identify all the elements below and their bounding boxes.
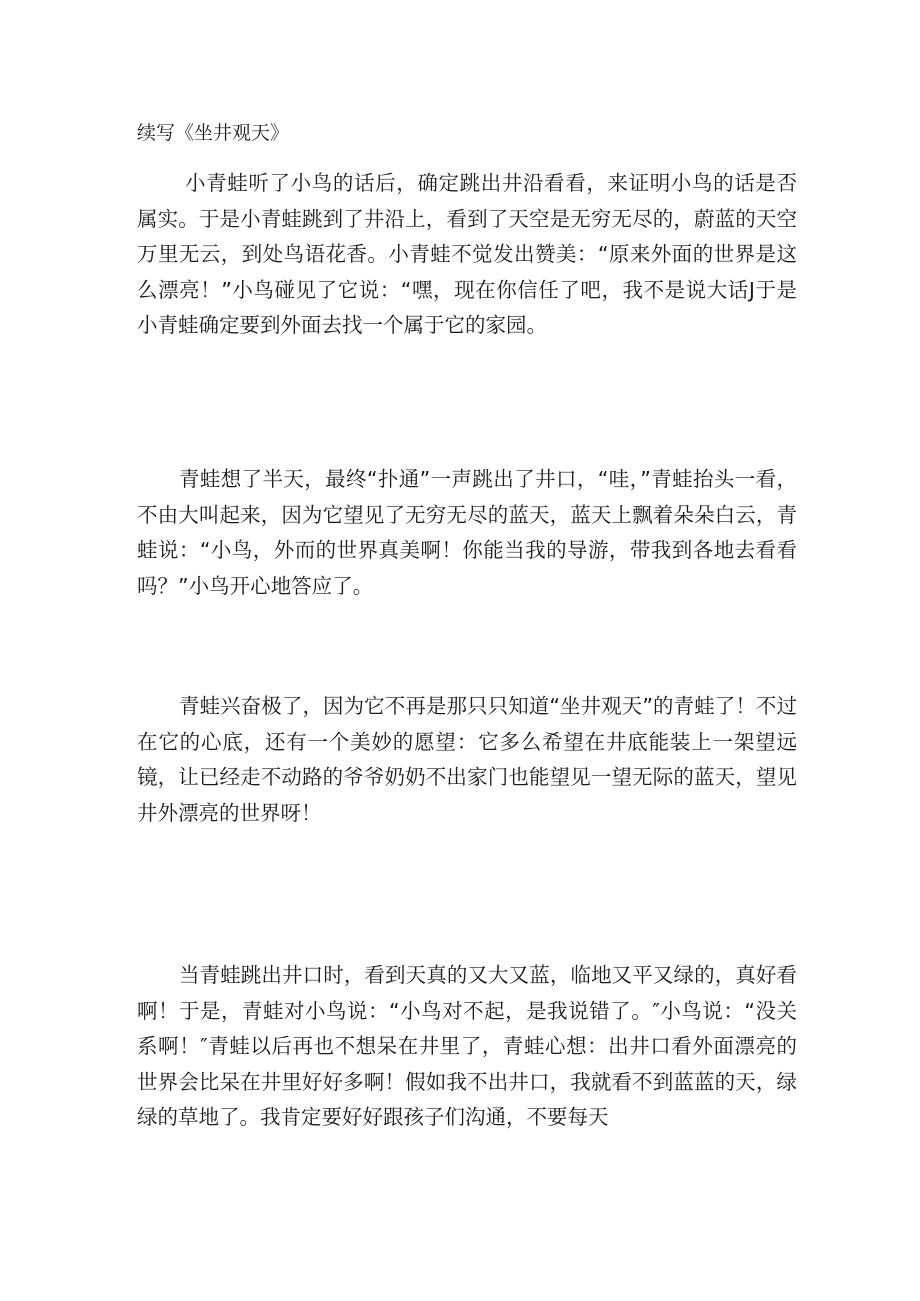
paragraph-4: 当青蛙跳出井口时，看到天真的又大又蓝，临地又平又绿的，真好看啊！于是，青蛙对小鸟说：“小鸟对不起，是我说错了。″小鸟说：“没关系啊！″青蛙以后再也不想呆在井里了，青蛙心想：出井口看外面漂亮的世界会比呆在井里好好多啊！假如我不出井口，我就看不到蓝蓝的天，绿绿的草地了。我肯定要好好跟孩子们沟通，不要每天 [137, 963, 797, 1129]
paragraph-3: 青蛙兴奋极了，因为它不再是那只只知道“坐井观天”的青蛙了！不过在它的心底，还有一个美妙的愿望：它多么希望在井底能装上一架望远镜，让已经走不动路的爷爷奶奶不出家门也能望见一望无际的蓝天，望见井外漂亮的世界呀！ [137, 694, 797, 825]
paragraph-2: 青蛙想了半天，最终“扑通”一声跳出了井口，“哇，”青蛙抬头一看，不由大叫起来，因为它望见了无穷无尽的蓝天，蓝天上飘着朵朵白云，青蛙说：“小鸟，外而的世界真美啊！你能当我的导游，带我到各地去看看吗？”小鸟开心地答应了。 [137, 467, 797, 598]
document-title: 续写《坐井观天》 [137, 122, 290, 144]
paragraph-1: 小青蛙听了小鸟的话后，确定跳出井沿看看，来证明小鸟的话是否属实。于是小青蛙跳到了井沿上，看到了天空是无穷无尽的，蔚蓝的天空万里无云，到处鸟语花香。小青蛙不觉发出赞美：“原来外面的世界是这么漂亮！”小鸟碰见了它说：“嘿，现在你信任了吧，我不是说大话J于是小青蛙确定要到外面去找一个属于它的家园。 [137, 171, 797, 337]
